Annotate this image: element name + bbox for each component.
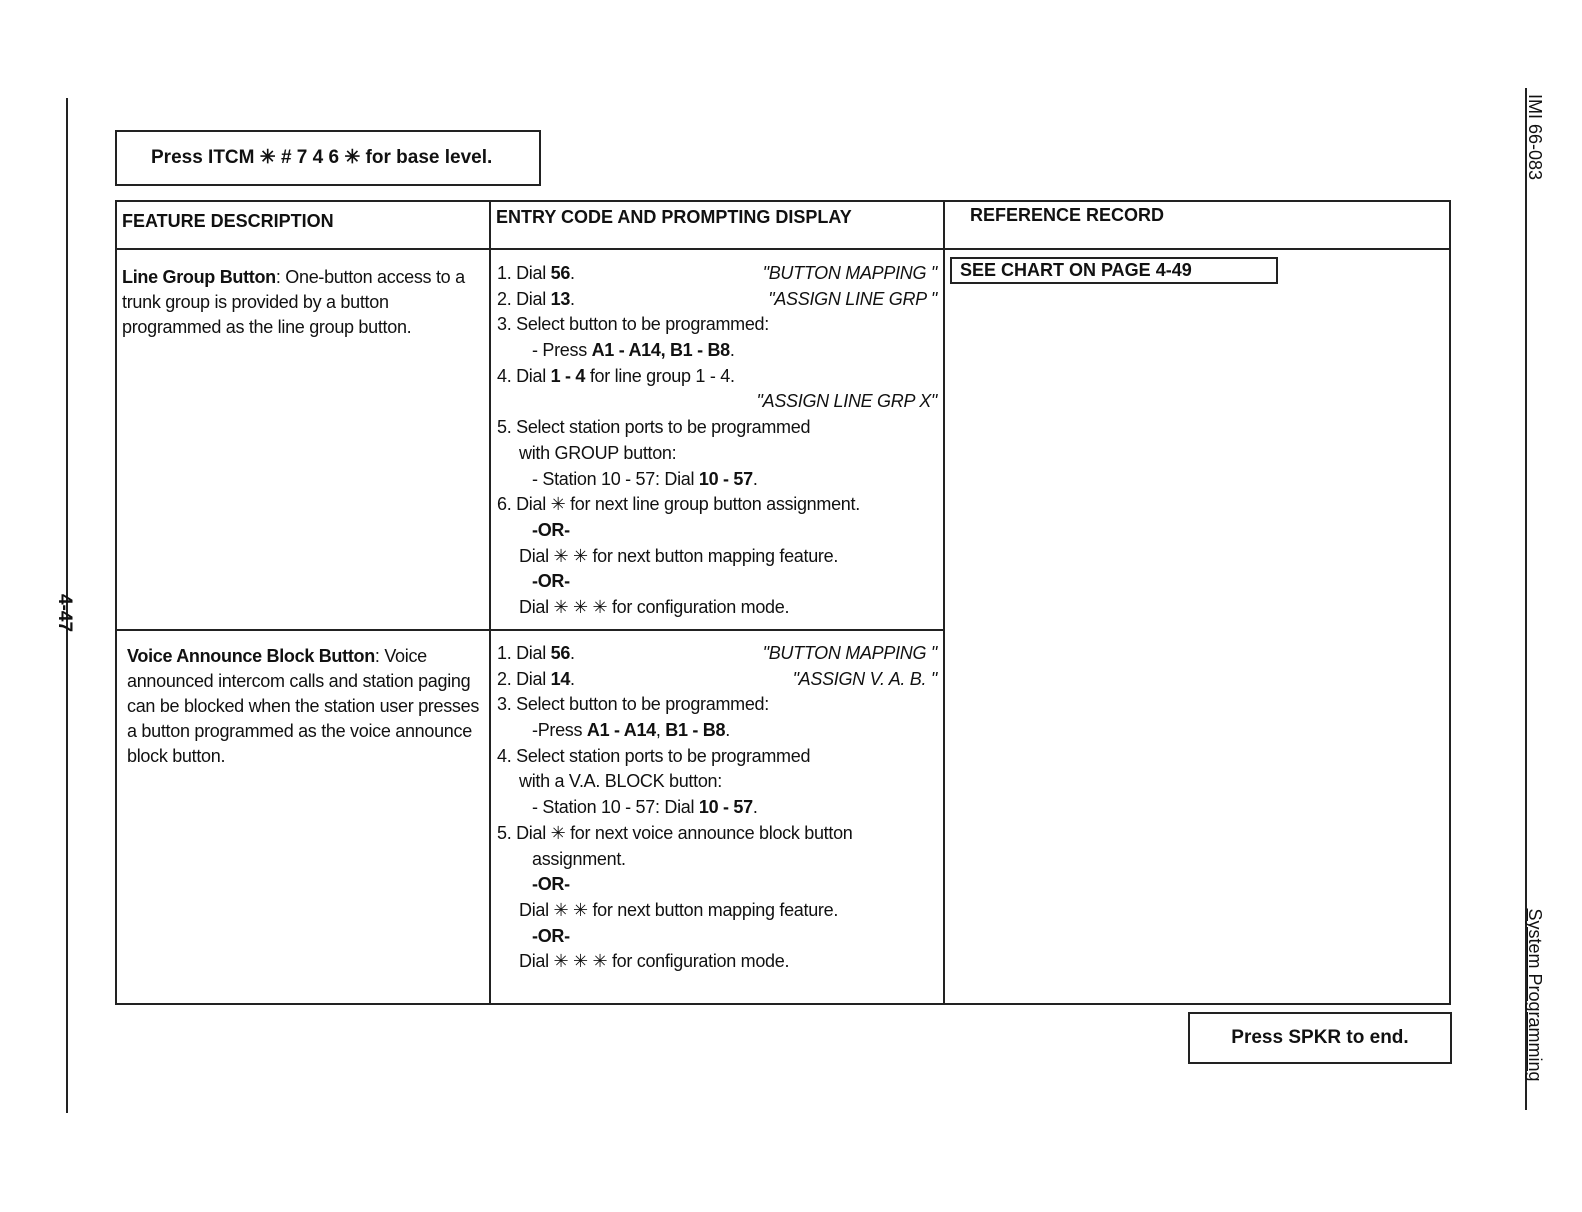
display-prompt: "ASSIGN V. A. B. " xyxy=(792,668,937,689)
step-line: -OR- xyxy=(532,925,570,946)
step-line: -Press A1 - A14, B1 - B8. xyxy=(532,720,730,741)
step-line: 1. Dial 56. "BUTTON MAPPING " xyxy=(497,261,937,287)
step-line: - Press A1 - A14, B1 - B8. xyxy=(532,340,735,361)
feature-text: : Voice announced intercom calls and station paging can be blocked when the station user presses a button programmed as the voice announce block button. xyxy=(127,646,480,766)
step-line: assignment. xyxy=(532,848,626,869)
header-reference-record: REFERENCE RECORD xyxy=(970,205,1165,225)
step-line: 3. Select button to be programmed: xyxy=(497,314,769,335)
reference-chart-note: SEE CHART ON PAGE 4-49 xyxy=(950,257,1278,284)
feature-text: : One-button access to a trunk group is provided by a button programmed as the line group button. xyxy=(122,267,465,337)
display-prompt: "ASSIGN LINE GRP X" xyxy=(756,391,937,412)
step-line: 5. Select station ports to be programmed xyxy=(497,417,811,438)
display-prompt: "ASSIGN LINE GRP " xyxy=(768,288,937,309)
feature-name: Voice Announce Block Button xyxy=(127,646,375,666)
line-group-steps xyxy=(497,261,937,621)
step-line: 2. Dial 14. "ASSIGN V. A. B. " xyxy=(497,667,937,693)
step-line: 2. Dial 13. "ASSIGN LINE GRP " xyxy=(497,287,937,313)
step-line: Dial ✳ ✳ for next button mapping feature. xyxy=(519,899,839,920)
header-divider xyxy=(115,248,1451,250)
step-line: - Station 10 - 57: Dial 10 - 57. xyxy=(532,797,758,818)
step-line: -OR- xyxy=(532,874,570,895)
header-entry-code: ENTRY CODE AND PROMPTING DISPLAY xyxy=(496,207,852,227)
column-divider-2 xyxy=(943,200,945,1005)
step-line: Dial ✳ ✳ ✳ for configuration mode. xyxy=(519,951,790,972)
header-feature-description: FEATURE DESCRIPTION xyxy=(122,211,334,231)
step-line: -OR- xyxy=(532,519,570,540)
step-line: -OR- xyxy=(532,571,570,592)
voice-announce-steps xyxy=(497,641,937,975)
end-instruction-box: Press SPKR to end. xyxy=(1188,1012,1452,1064)
section-title: System Programming xyxy=(1525,908,1545,1082)
base-level-instruction-box: Press ITCM ✳ # 7 4 6 ✳ for base level. xyxy=(115,130,541,186)
step-line: 3. Select button to be programmed: xyxy=(497,694,769,715)
step-line: 6. Dial ✳ for next line group button assignment. xyxy=(497,494,860,515)
feature-name: Line Group Button xyxy=(122,267,276,287)
step-line: 4. Dial 1 - 4 for line group 1 - 4. xyxy=(497,365,735,386)
column-divider-1 xyxy=(489,200,491,1005)
document-id: IMI 66-083 xyxy=(1525,93,1545,181)
step-line: 5. Dial ✳ for next voice announce block button xyxy=(497,822,853,843)
step-line: 4. Select station ports to be programmed xyxy=(497,745,811,766)
step-line: with a V.A. BLOCK button: xyxy=(519,771,722,792)
step-line: Dial ✳ ✳ ✳ for configuration mode. xyxy=(519,596,790,617)
step-line: with GROUP button: xyxy=(519,442,677,463)
step-line: Dial ✳ ✳ for next button mapping feature. xyxy=(519,545,839,566)
step-line: - Station 10 - 57: Dial 10 - 57. xyxy=(532,468,758,489)
page-number: 4-47 xyxy=(54,593,75,633)
row-divider xyxy=(115,629,945,631)
step-line xyxy=(497,389,937,415)
step-line: 1. Dial 56. "BUTTON MAPPING " xyxy=(497,641,937,667)
voice-announce-description xyxy=(127,644,482,769)
line-group-description xyxy=(122,265,482,340)
display-prompt: "BUTTON MAPPING " xyxy=(762,643,937,663)
display-prompt: "BUTTON MAPPING " xyxy=(762,263,937,283)
